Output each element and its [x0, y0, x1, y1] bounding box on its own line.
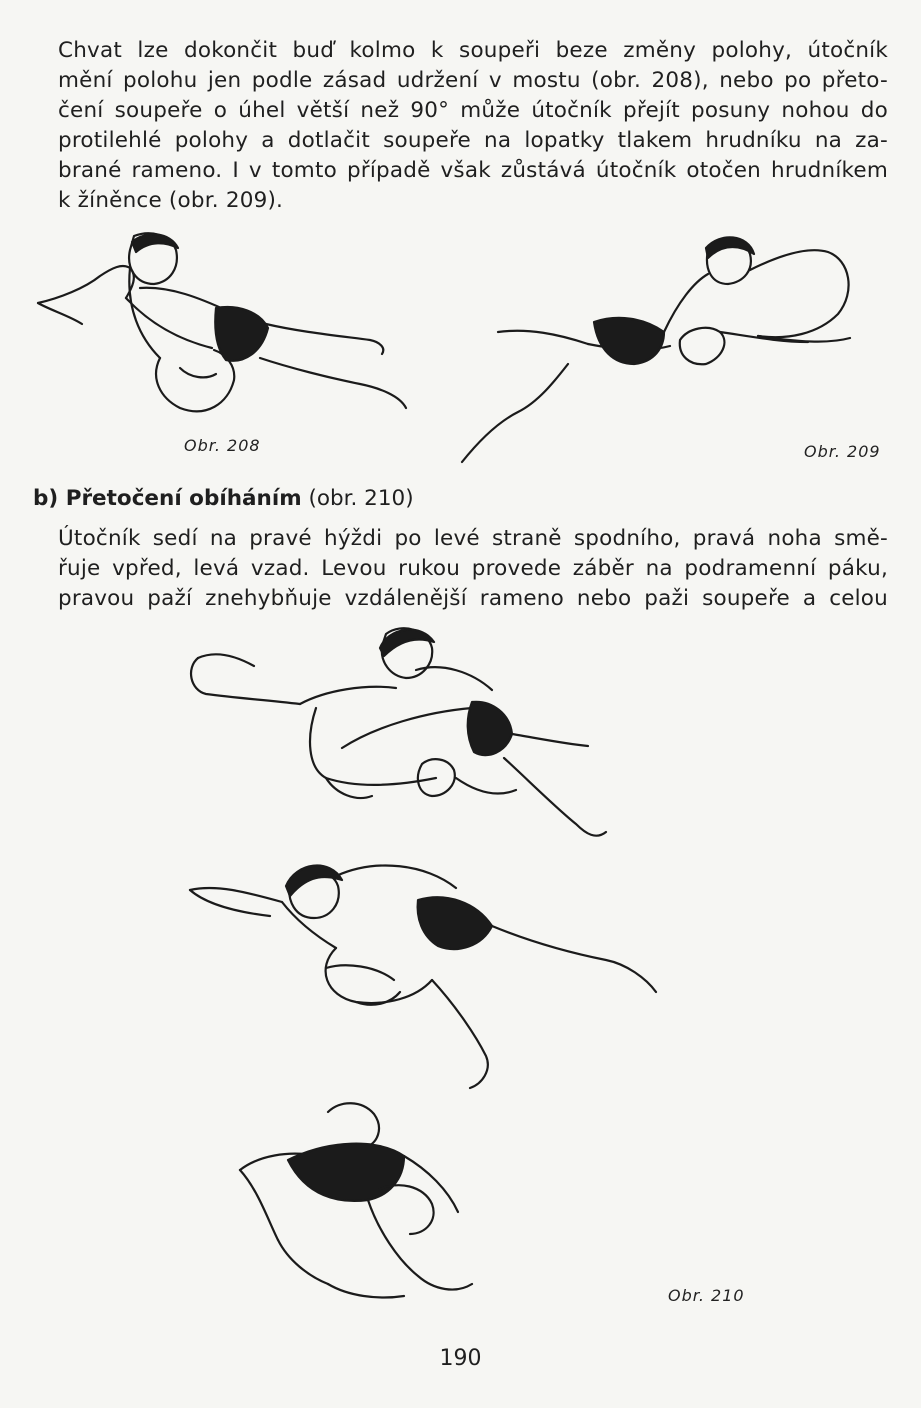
- section-heading-label: b) Přetočení obíháním: [33, 486, 302, 511]
- text-line: brané rameno. I v tomto případě však zůstává útočník otočen hrudníkem: [58, 158, 888, 183]
- figure-210-illustration-step1: [176, 628, 616, 864]
- figure-210-illustration-step3: [228, 1100, 488, 1320]
- paragraph-intro: [58, 36, 888, 216]
- text-line: Útočník sedí na pravé hýždi po levé straně spodního, pravá noha smě-: [58, 526, 888, 551]
- text-line: řuje vpřed, levá vzad. Levou rukou provede záběr na podramenní páku,: [58, 556, 888, 581]
- page-number: 190: [439, 1346, 482, 1371]
- text-line: mění polohu jen podle zásad udržení v mostu (obr. 208), nebo po přeto-: [58, 68, 888, 93]
- text-line: čení soupeře o úhel větší než 90° může útočník přejít posuny nohou do: [58, 98, 888, 123]
- figure-209-illustration: [458, 232, 868, 464]
- text-line: k žíněnce (obr. 209).: [58, 188, 284, 213]
- figure-210-illustration-step2: [186, 856, 676, 1106]
- figure-208-caption: Obr. 208: [184, 436, 261, 455]
- text-line: Chvat lze dokončit buď kolmo k soupeři beze změny polohy, útočník: [58, 38, 888, 63]
- section-heading: [33, 486, 414, 511]
- text-line: protilehlé polohy a dotlačit soupeře na lopatky tlakem hrudníku na za-: [58, 128, 888, 153]
- figure-209-caption: Obr. 209: [804, 442, 881, 461]
- paragraph-technique: [58, 524, 888, 614]
- figure-210-caption: Obr. 210: [668, 1286, 745, 1305]
- text-line: pravou paží znehybňuje vzdálenější rameno nebo paži soupeře a celou: [58, 586, 888, 611]
- figure-208-illustration: [30, 228, 420, 428]
- section-heading-ref: (obr. 210): [308, 486, 414, 511]
